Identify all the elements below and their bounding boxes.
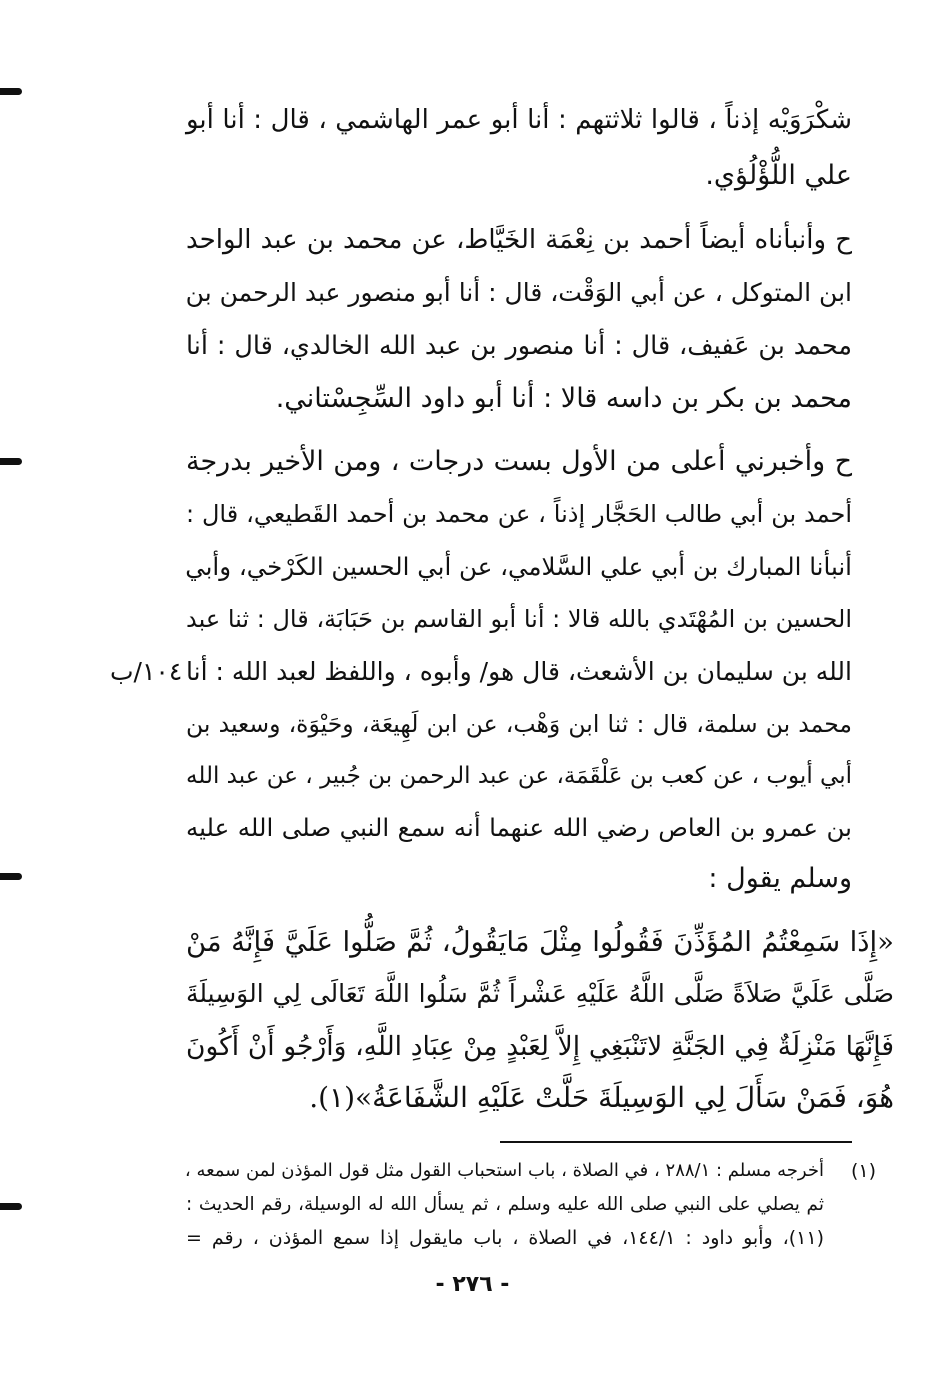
scan-edge-mark [0, 458, 22, 465]
body-text-line: شكْرَوَيْه إذناً ، قالوا ثلاثتهم : أنا أبو عمر الهاشمي ، قال : أنا أبو [186, 105, 852, 135]
footnote-separator [500, 1141, 852, 1143]
hadith-text-line: «إِذَا سَمِعْتُمُ المُؤَذِّنَ فَقُولُوا مِثْلَ مَايَقُولُ، ثُمَّ صَلُّوا عَلَيَّ فَإِنَّهُ مَنْ [186, 926, 894, 958]
hadith-text-line: هُوَ، فَمَنْ سَأَلَ لِي الوَسِيلَةَ حَلَّتْ عَلَيْهِ الشَّفَاعَةُ»(١). [309, 1081, 894, 1114]
scan-edge-mark [0, 873, 22, 880]
hadith-text-line: فَإِنَّهَا مَنْزِلَةٌ فِي الجَنَّةِ لاتَنْبَغِي إِلاَّ لِعَبْدٍ مِنْ عِبَادِ اللَّهِ، وَأَرْجُو أَنْ أَكُونَ [186, 1031, 894, 1062]
footnote-text: أخرجه مسلم : ٢٨٨/١ ، في الصلاة ، باب استحباب القول مثل قول المؤذن لمن سمعه ، [184, 1160, 824, 1181]
body-text-line: أحمد بن أبي طالب الحَجَّار إذناً ، عن محمد بن أحمد القَطيعي، قال : [186, 500, 852, 528]
footnote-text: (١١)، وأبو داود : ١٤٤/١، في الصلاة ، باب مايقول إذا سمع المؤذن ، رقم = [186, 1227, 824, 1249]
scan-edge-mark [0, 1203, 22, 1210]
body-text-line: علي اللُّؤْلُؤي. [705, 160, 852, 191]
footnote-number: (١) [850, 1160, 876, 1182]
hadith-text-line: صَلَّى عَلَيَّ صَلاَةً صَلَّى اللَّهُ عَلَيْهِ عَشْراً ثُمَّ سَلُوا اللَّهَ تَعَالَى لِي الوَسِيلَةَ [186, 979, 894, 1008]
margin-folio-note: ١٠٤/ب [110, 657, 183, 686]
body-text-line: الله بن سليمان بن الأشعث، قال هو/ وأبوه ، واللفظ لعبد الله : أنا [186, 657, 852, 686]
body-text-line: الحسين بن المُهْتَدي بالله قالا : أنا أبو القاسم بن حَبَابَة، قال : ثنا عبد [186, 605, 852, 633]
body-text-line: محمد بن عَفيف، قال : أنا منصور بن عبد الله الخالدي، قال : أنا [186, 331, 852, 361]
scan-edge-mark [0, 88, 22, 95]
body-text-line: وسلم يقول : [708, 863, 852, 894]
body-text-line: بن عمرو بن العاص رضي الله عنهما أنه سمع النبي صلى الله عليه [186, 813, 852, 842]
body-text-line: محمد بن سلمة، قال : ثنا ابن وَهْب، عن ابن لَهِيعَة، وحَيْوَة، وسعيد بن [186, 710, 852, 738]
body-text-line: ابن المتوكل ، عن أبي الوَقْت، قال : أنا أبو منصور عبد الرحمن بن [185, 278, 852, 307]
page-number: - ٢٧٦ - [435, 1272, 510, 1297]
body-text-line: ح وأخبرني أعلى من الأول بست درجات ، ومن الأخير بدرجة [186, 446, 852, 477]
footnote-text: ثم يصلي على النبي صلى الله عليه وسلم ، ثم يسأل الله له الوسيلة، رقم الحديث : [186, 1194, 824, 1215]
body-text-line: أبي أيوب ، عن كعب بن عَلْقَمَة، عن عبد الرحمن بن جُبير ، عن عبد الله [186, 763, 852, 789]
body-text-line: محمد بن بكر بن داسه قالا : أنا أبو داود السِّجِسْتاني. [275, 383, 852, 414]
body-text-line: ح وأنبأناه أيضاً أحمد بن نِعْمَة الخَيَّاط، عن محمد بن عبد الواحد [186, 225, 852, 255]
body-text-line: أنبأنا المبارك بن أبي علي السَّلامي، عن أبي الحسين الكَرْخي، وأبي [185, 552, 852, 581]
